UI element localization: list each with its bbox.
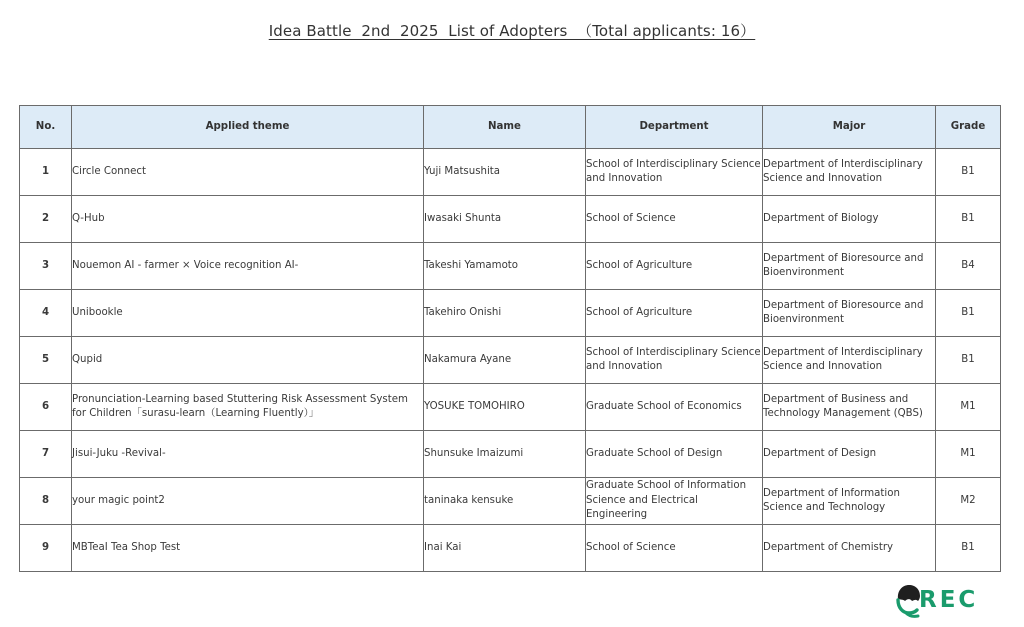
cell-department: Graduate School of Information Science and Electrical Engineering bbox=[586, 478, 763, 525]
table-row bbox=[20, 243, 1001, 290]
table-row bbox=[20, 384, 1001, 431]
header-department: Department bbox=[586, 106, 763, 149]
cell-major: Department of Business and Technology Management (QBS) bbox=[763, 384, 936, 431]
adopters-table bbox=[19, 105, 1001, 572]
cell-department: School of Agriculture bbox=[586, 290, 763, 337]
page-title-text: Idea Battle 2nd 2025 List of Adopters （Total applicants: 16） bbox=[268, 22, 756, 40]
cell-grade: M1 bbox=[936, 384, 1001, 431]
cell-theme: MBTeaI Tea Shop Test bbox=[72, 525, 424, 572]
cell-theme: Jisui-Juku -Revival- bbox=[72, 431, 424, 478]
cell-department: School of Science bbox=[586, 196, 763, 243]
cell-major: Department of Chemistry bbox=[763, 525, 936, 572]
cell-department: School of Interdisciplinary Science and Innovation bbox=[586, 337, 763, 384]
cell-no: 2 bbox=[20, 196, 72, 243]
qrec-logo bbox=[894, 583, 989, 619]
cell-grade: B1 bbox=[936, 196, 1001, 243]
cell-name: taninaka kensuke bbox=[424, 478, 586, 525]
cell-name: Inai Kai bbox=[424, 525, 586, 572]
cell-no: 7 bbox=[20, 431, 72, 478]
cell-major: Department of Biology bbox=[763, 196, 936, 243]
cell-name: YOSUKE TOMOHIRO bbox=[424, 384, 586, 431]
cell-name: Nakamura Ayane bbox=[424, 337, 586, 384]
cell-theme: Nouemon AI - farmer × Voice recognition AI- bbox=[72, 243, 424, 290]
cell-grade: M2 bbox=[936, 478, 1001, 525]
header-name: Name bbox=[424, 106, 586, 149]
table-row bbox=[20, 525, 1001, 572]
cell-department: School of Interdisciplinary Science and Innovation bbox=[586, 149, 763, 196]
cell-no: 8 bbox=[20, 478, 72, 525]
cell-name: Shunsuke Imaizumi bbox=[424, 431, 586, 478]
cell-department: School of Agriculture bbox=[586, 243, 763, 290]
cell-name: Takeshi Yamamoto bbox=[424, 243, 586, 290]
cell-major: Department of Information Science and Technology bbox=[763, 478, 936, 525]
cell-grade: B1 bbox=[936, 525, 1001, 572]
table-row bbox=[20, 431, 1001, 478]
page-title bbox=[0, 20, 1024, 41]
cell-name: Yuji Matsushita bbox=[424, 149, 586, 196]
cell-department: Graduate School of Economics bbox=[586, 384, 763, 431]
header-no: No. bbox=[20, 106, 72, 149]
logo-text: REC bbox=[919, 587, 979, 613]
cell-no: 4 bbox=[20, 290, 72, 337]
table-header-row bbox=[20, 106, 1001, 149]
cell-no: 6 bbox=[20, 384, 72, 431]
cell-major: Department of Bioresource and Bioenvironment bbox=[763, 243, 936, 290]
header-grade: Grade bbox=[936, 106, 1001, 149]
cell-no: 9 bbox=[20, 525, 72, 572]
cell-name: Takehiro Onishi bbox=[424, 290, 586, 337]
cell-theme: Circle Connect bbox=[72, 149, 424, 196]
cell-grade: B4 bbox=[936, 243, 1001, 290]
table-row bbox=[20, 478, 1001, 525]
header-applied-theme: Applied theme bbox=[72, 106, 424, 149]
table-row bbox=[20, 337, 1001, 384]
cell-theme: Qupid bbox=[72, 337, 424, 384]
cell-theme: Q-Hub bbox=[72, 196, 424, 243]
cell-no: 1 bbox=[20, 149, 72, 196]
cell-grade: M1 bbox=[936, 431, 1001, 478]
cell-theme: Unibookle bbox=[72, 290, 424, 337]
cell-department: Graduate School of Design bbox=[586, 431, 763, 478]
table-row bbox=[20, 196, 1001, 243]
header-major: Major bbox=[763, 106, 936, 149]
cell-no: 3 bbox=[20, 243, 72, 290]
cell-major: Department of Bioresource and Bioenvironment bbox=[763, 290, 936, 337]
cell-grade: B1 bbox=[936, 290, 1001, 337]
table-row bbox=[20, 149, 1001, 196]
cell-major: Department of Design bbox=[763, 431, 936, 478]
cell-major: Department of Interdisciplinary Science and Innovation bbox=[763, 337, 936, 384]
table-row bbox=[20, 290, 1001, 337]
cell-no: 5 bbox=[20, 337, 72, 384]
cell-theme: your magic point2 bbox=[72, 478, 424, 525]
cell-theme: Pronunciation-Learning based Stuttering Risk Assessment System for Children「surasu-learn（Learning Fluently）」 bbox=[72, 384, 424, 431]
cell-grade: B1 bbox=[936, 337, 1001, 384]
cell-grade: B1 bbox=[936, 149, 1001, 196]
cell-major: Department of Interdisciplinary Science and Innovation bbox=[763, 149, 936, 196]
cell-name: Iwasaki Shunta bbox=[424, 196, 586, 243]
cell-department: School of Science bbox=[586, 525, 763, 572]
